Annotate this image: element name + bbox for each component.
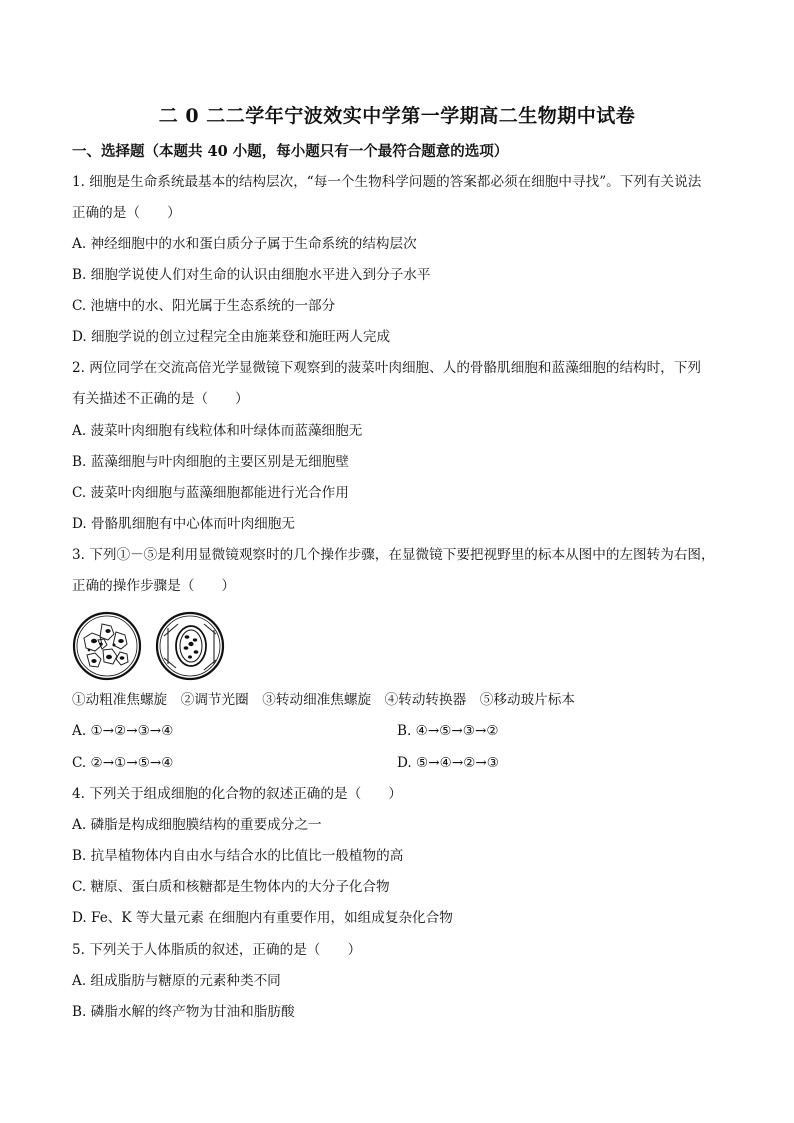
q1-option-b: B. 细胞学说使人们对生命的认识由细胞水平进入到分子水平 [72,267,431,283]
q4-option-d: D. Fe、K 等大量元素 在细胞内有重要作用，如组成复杂化合物 [72,910,453,926]
q3-option-d: D. ⑤→④→②→③ [397,755,499,771]
q5-option-a: A. 组成脂肪与糖原的元素种类不同 [72,973,281,989]
q1-stem-line2: 正确的是（ ） [72,205,181,221]
q5-stem: 5. 下列关于人体脂质的叙述，正确的是（ ） [72,942,362,958]
q3-option-b: B. ④→⑤→③→② [397,723,499,739]
q3-option-c: C. ②→①→⑤→④ [72,755,174,771]
q1-option-d: D. 细胞学说的创立过程完全由施莱登和施旺两人完成 [72,329,391,345]
q2-option-a: A. 菠菜叶肉细胞有线粒体和叶绿体而蓝藻细胞无 [72,423,363,439]
q2-option-c: C. 菠菜叶肉细胞与蓝藻细胞都能进行光合作用 [72,485,349,501]
q3-option-a: A. ①→②→③→④ [72,723,174,739]
page-title: 二 0 二二学年宁波效实中学第一学期高二生物期中试卷 [158,105,636,127]
q4-option-c: C. 糖原、蛋白质和核糖都是生物体内的大分子化合物 [72,879,390,895]
q2-option-b: B. 蓝藻细胞与叶肉细胞的主要区别是无细胞壁 [72,454,349,470]
q1-option-a: A. 神经细胞中的水和蛋白质分子属于生命系统的结构层次 [72,236,417,252]
q4-option-b: B. 抗旱植物体内自由水与结合水的比值比一般植物的高 [72,848,404,864]
left-view-image [74,613,140,679]
q1-option-c: C. 池塘中的水、阳光属于生态系统的一部分 [72,298,336,314]
q1-stem-line1: 1. 细胞是生命系统最基本的结构层次，“每一个生物科学问题的答案都必须在细胞中寻找”。下列有关说法 [72,174,702,190]
q4-option-a: A. 磷脂是构成细胞膜结构的重要成分之一 [72,817,322,833]
q5-option-b: B. 磷脂水解的终产物为甘油和脂肪酸 [72,1004,295,1020]
microscope-views-figure [72,610,232,682]
q2-stem-line1: 2. 两位同学在交流高倍光学显微镜下观察到的菠菜叶肉细胞、人的骨骼肌细胞和蓝藻细胞的结构时，下列 [72,360,702,376]
q3-stem-line2: 正确的操作步骤是（ ） [72,578,236,594]
q2-stem-line2: 有关描述不正确的是（ ） [72,391,249,407]
section-heading: 一、选择题（本题共 40 小题，每小题只有一个最符合题意的选项） [72,143,509,160]
q3-steps: ①动粗准焦螺旋 ②调节光圈 ③转动细准焦螺旋 ④转动转换器 ⑤移动玻片标本 [72,692,575,708]
q3-stem-line1: 3. 下列①－⑤是利用显微镜观察时的几个操作步骤，在显微镜下要把视野里的标本从图中的左图转为右图， [72,547,715,563]
right-view-image [157,613,223,679]
q2-option-d: D. 骨骼肌细胞有中心体而叶肉细胞无 [72,516,295,532]
q4-stem: 4. 下列关于组成细胞的化合物的叙述正确的是（ ） [72,786,402,802]
